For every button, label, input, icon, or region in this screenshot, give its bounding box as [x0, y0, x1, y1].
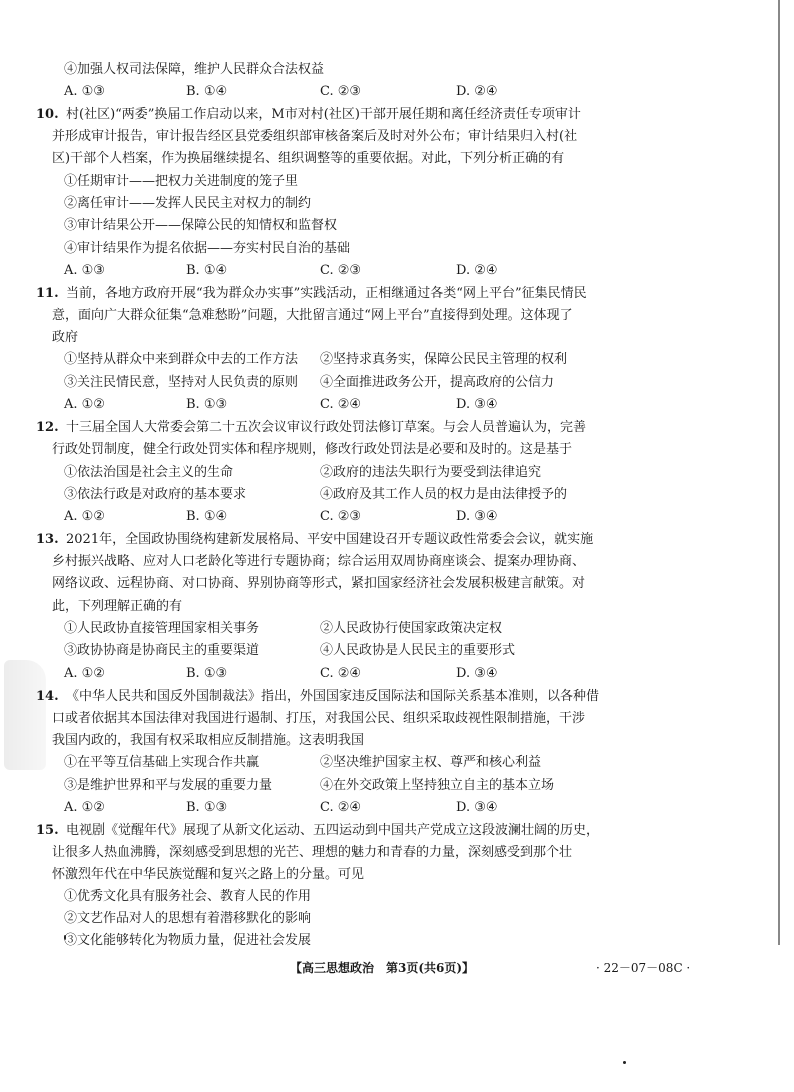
prev-option-4: ④加强人权司法保障，维护人民群众合法权益 — [64, 62, 325, 77]
question-number: 14. — [36, 689, 59, 704]
choice-a: A. ①② — [64, 397, 105, 412]
question-number: 11. — [36, 286, 59, 301]
choice-c: C. ②③ — [320, 263, 362, 278]
option-4: ④在外交政策上坚持独立自主的基本立场 — [320, 778, 555, 793]
question-number: 13. — [36, 532, 59, 547]
option-1: ①优秀文化具有服务社会、教育人民的作用 — [64, 889, 312, 904]
option-1: ①在平等互信基础上实现合作共赢 — [64, 755, 260, 770]
question-stem-line: 此，下列理解正确的有 — [52, 599, 183, 614]
choice-d: D. ③④ — [456, 666, 498, 681]
choice-d: D. ②④ — [456, 84, 498, 99]
option-1: ①人民政协直接管理国家相关事务 — [64, 621, 260, 636]
question-stem-line: 14. 《中华人民共和国反外国制裁法》指出，外国国家违反国际法和国际关系基本准则，以各种借 — [36, 686, 599, 709]
choice-c: C. ②④ — [320, 666, 362, 681]
choice-b: B. ①④ — [186, 263, 228, 278]
option-4: ④人民政协是人民民主的重要形式 — [320, 643, 516, 658]
option-3: ③文化能够转化为物质力量，促进社会发展 — [64, 933, 312, 948]
question-stem-line: 10. 村(社区)“两委”换届工作启动以来，M市对村(社区)干部开展任期和离任经济责任专项审计 — [36, 104, 581, 127]
choice-d: D. ③④ — [456, 509, 498, 524]
choice-a: A. ①② — [64, 509, 105, 524]
question-stem-line: 11. 当前，各地方政府开展“我为群众办实事”实践活动，正相继通过各类“网上平台”征集民情民 — [36, 283, 587, 306]
option-2: ②坚决维护国家主权、尊严和核心利益 — [320, 755, 542, 770]
choice-c: C. ②④ — [320, 800, 362, 815]
option-4: ④全面推进政务公开，提高政府的公信力 — [320, 375, 555, 390]
choice-a: A. ①② — [64, 800, 105, 815]
choice-b: B. ①③ — [186, 800, 228, 815]
question-stem-line: 怀激烈年代在中华民族觉醒和复兴之路上的分量。可见 — [52, 867, 365, 882]
choice-a: A. ①③ — [64, 263, 105, 278]
option-1: ①坚持从群众中来到群众中去的工作方法 — [64, 352, 299, 367]
question-stem-line: 网络议政、远程协商、对口协商、界别协商等形式，紧扣国家经济社会发展积极建言献策。对 — [52, 576, 586, 591]
option-2: ②离任审计——发挥人民民主对权力的制约 — [64, 196, 312, 211]
choice-d: D. ③④ — [456, 397, 498, 412]
choice-d: D. ③④ — [456, 800, 498, 815]
question-stem-line: 乡村振兴战略、应对人口老龄化等进行专题协商；综合运用双周协商座谈会、提案办理协商、 — [52, 554, 586, 569]
question-stem-line: 让很多人热血沸腾，深刻感受到思想的光芒、理想的魅力和青春的力量，深刻感受到那个壮 — [52, 845, 573, 860]
choice-b: B. ①③ — [186, 397, 228, 412]
choice-b: B. ①④ — [186, 509, 228, 524]
question-stem-line: 政府 — [52, 330, 79, 345]
question-number: 12. — [36, 420, 59, 435]
option-2: ②坚持求真务实，保障公民民主管理的权利 — [320, 352, 568, 367]
option-2: ②政府的违法失职行为要受到法律追究 — [320, 465, 542, 480]
question-number: 15. — [36, 823, 59, 838]
option-1: ①任期审计——把权力关进制度的笼子里 — [64, 174, 299, 189]
question-stem-line: 并形成审计报告，审计报告经区县党委组织部审核备案后及时对外公布；审计结果归入村(社 — [52, 129, 578, 144]
choice-d: D. ②④ — [456, 263, 498, 278]
choice-a: A. ①③ — [64, 84, 105, 99]
question-stem-line: 行政处罚制度，健全行政处罚实体和程序规则，修改行政处罚法是必要和及时的。这是基于 — [52, 442, 573, 457]
option-1: ①依法治国是社会主义的生命 — [64, 465, 234, 480]
choice-c: C. ②③ — [320, 509, 362, 524]
footer-code: · 22－07－08C · — [596, 961, 691, 975]
question-stem-line: 意，面向广大群众征集“急难愁盼”问题，大批留言通过“网上平台”直接得到处理。这体现了 — [52, 308, 573, 323]
choice-b: B. ①④ — [186, 84, 228, 99]
question-stem-line: 13. 2021年，全国政协围绕构建新发展格局、平安中国建设召开专题议政性常委会会议，就实施 — [36, 529, 593, 552]
option-4: ④审计结果作为提名依据——夯实村民自治的基础 — [64, 241, 351, 256]
choice-c: C. ②③ — [320, 84, 362, 99]
option-2: ②文艺作品对人的思想有着潜移默化的影响 — [64, 911, 312, 926]
option-3: ③政协协商是协商民主的重要渠道 — [64, 643, 260, 658]
option-2: ②人民政协行使国家政策决定权 — [320, 621, 503, 636]
footer-title: 【高三思想政治 第3页(共6页)】 — [290, 961, 475, 975]
question-stem-line: 我国内政的，我国有权采取相应反制措施。这表明我国 — [52, 733, 365, 748]
choice-b: B. ①③ — [186, 666, 228, 681]
question-stem-line: 口或者依据其本国法律对我国进行遏制、打压，对我国公民、组织采取歧视性限制措施，干涉 — [52, 711, 586, 726]
question-stem-line: 15. 电视剧《觉醒年代》展现了从新文化运动、五四运动到中国共产党成立这段波澜壮阔的历史， — [36, 820, 599, 843]
option-3: ③是维护世界和平与发展的重要力量 — [64, 778, 273, 793]
question-number: 10. — [36, 107, 59, 122]
question-stem-line: 12. 十三届全国人大常委会第二十五次会议审议行政处罚法修订草案。与会人员普遍认为，完善 — [36, 417, 586, 440]
option-3: ③关注民情民意，坚持对人民负责的原则 — [64, 375, 299, 390]
option-3: ③依法行政是对政府的基本要求 — [64, 487, 247, 502]
option-3: ③审计结果公开——保障公民的知情权和监督权 — [64, 218, 338, 233]
choice-c: C. ②④ — [320, 397, 362, 412]
option-4: ④政府及其工作人员的权力是由法律授予的 — [320, 487, 568, 502]
question-stem-line: 区)干部个人档案，作为换届继续提名、组织调整等的重要依据。对此，下列分析正确的有 — [52, 151, 565, 166]
choice-a: A. ①② — [64, 666, 105, 681]
